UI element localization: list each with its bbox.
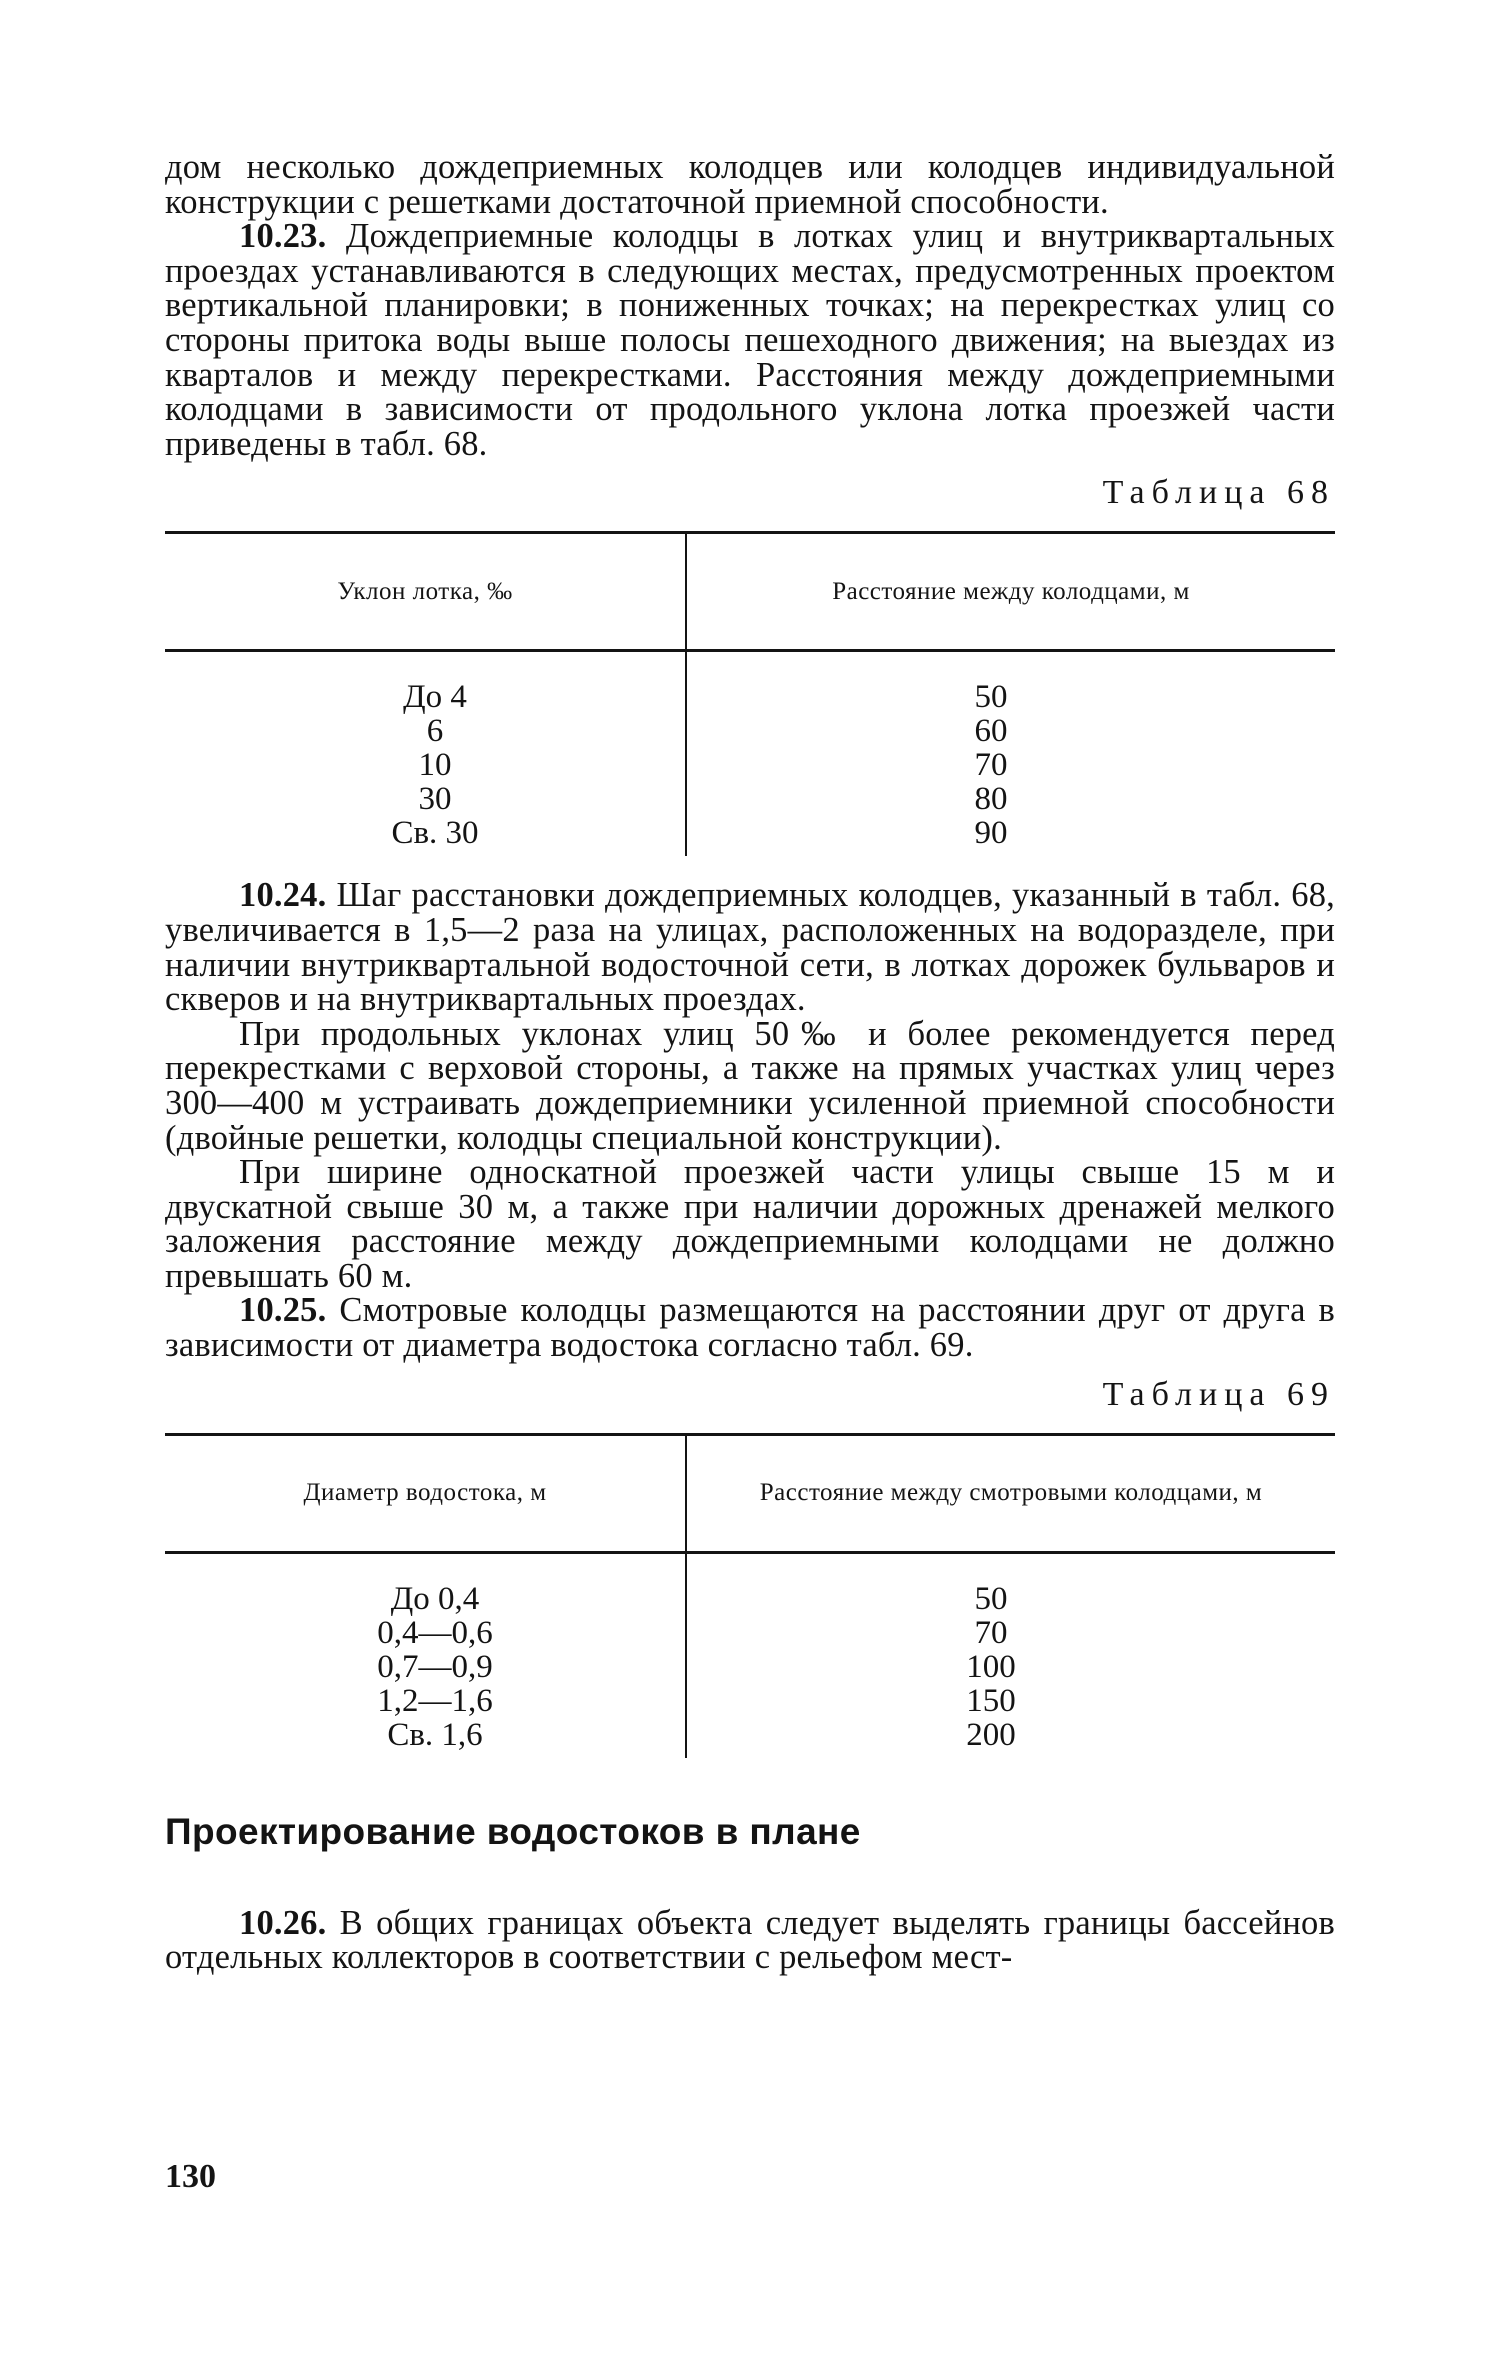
clause-number: 10.25. [239, 1291, 327, 1330]
table-cell: 1,2—1,6 [377, 1682, 493, 1719]
table-69-caption: Таблица 69 [1102, 1375, 1335, 1413]
table-cell: 200 [966, 1716, 1016, 1753]
table-69-header-distance: Расстояние между смотровыми колодцами, м [686, 1434, 1335, 1552]
paragraph-10-24 [165, 876, 1335, 1019]
table-cell: 50 [974, 1580, 1008, 1617]
table-cell: 10 [418, 747, 452, 784]
paragraph-10-25 [165, 1291, 1335, 1365]
clause-number: 10.23. [239, 217, 327, 256]
table-cell: До 4 [403, 679, 467, 716]
table-cell: 30 [418, 781, 452, 818]
paragraph-steep-slopes: При продольных уклонах улиц 50‰ и более рекомендуется перед перекрестками с верховой стороны, а также на прямых участках улиц через 300—400 м устраивать дождеприемники усиленной приемной способности (двойные решетки, колодцы специальной конструкции). [165, 1014, 1335, 1157]
paragraph-roadway-width: При ширине односкатной проезжей части улицы свыше 15 м и двускатной свыше 30 м, а также при наличии дорожных дренажей мелкого заложения расстояние между дождеприемными колодцами не должно превышать 60 м. [165, 1153, 1335, 1295]
table-cell: 0,7—0,9 [377, 1648, 493, 1685]
table-68-caption: Таблица 68 [1102, 474, 1335, 512]
table-cell: 6 [426, 713, 444, 750]
clause-number: 10.26. [239, 1903, 327, 1942]
clause-number: 10.24. [239, 876, 327, 915]
section-heading: Проектирование водостоков в плане [165, 1810, 861, 1852]
clause-text: В общих границах объекта следует выделять границы бассейнов отдельных коллекторов в соответствии с рельефом мест- [165, 1903, 1335, 1977]
table-cell: 70 [974, 747, 1008, 784]
table-cell: 150 [966, 1682, 1016, 1719]
table-68-slope-column [165, 651, 686, 857]
paragraph-continuation: дом несколько дождеприемных колодцев или колодцев индивидуальной конструкции с решетками достаточной приемной способности. [165, 148, 1335, 221]
table-cell: 90 [974, 815, 1008, 852]
table-68 [165, 531, 1335, 856]
table-cell: 100 [966, 1648, 1016, 1685]
table-69-header-diameter: Диаметр водостока, м [165, 1434, 686, 1552]
clause-text: Дождеприемные колодцы в лотках улиц и внутриквартальных проездах устанавливаются в следующих местах, предусмотренных проектом вертикальной планировки; в пониженных точках; на перекрестках улиц со стороны притока воды выше полосы пешеходного движения; на выездах из кварталов и между перекрестками. Расстояния между дождеприемными колодцами в зависимости от продольного уклона лотка проезжей части приведены в табл. 68. [165, 217, 1335, 463]
table-69-distance-column [686, 1552, 1335, 1758]
table-68-header-distance: Расстояние между колодцами, м [686, 533, 1335, 651]
table-cell: Св. 30 [391, 815, 479, 852]
page-content [165, 150, 1335, 1975]
paragraph-10-23 [165, 219, 1335, 461]
table-cell: Св. 1,6 [387, 1716, 483, 1753]
table-cell: 50 [974, 679, 1008, 716]
table-cell: 0,4—0,6 [377, 1614, 493, 1651]
page-number: 130 [165, 2158, 216, 2195]
table-cell: 80 [974, 781, 1008, 818]
table-cell: 70 [974, 1614, 1008, 1651]
table-69 [165, 1433, 1335, 1758]
table-68-header-slope: Уклон лотка, ‰ [165, 533, 686, 651]
table-69-diameter-column [165, 1552, 686, 1758]
table-68-distance-column [686, 651, 1335, 857]
clause-text: Смотровые колодцы размещаются на расстоянии друг от друга в зависимости от диаметра водостока согласно табл. 69. [165, 1291, 1335, 1365]
table-cell: До 0,4 [390, 1580, 480, 1617]
table-cell: 60 [974, 713, 1008, 750]
clause-text: Шаг расстановки дождеприемных колодцев, указанный в табл. 68, увеличивается в 1,5—2 раза на улицах, расположенных на водоразделе, при наличии внутриквартальной водосточной сети, в лотках дорожек бульваров и скверов и на внутриквартальных проездах. [165, 876, 1335, 1019]
paragraph-10-26 [165, 1903, 1335, 1977]
